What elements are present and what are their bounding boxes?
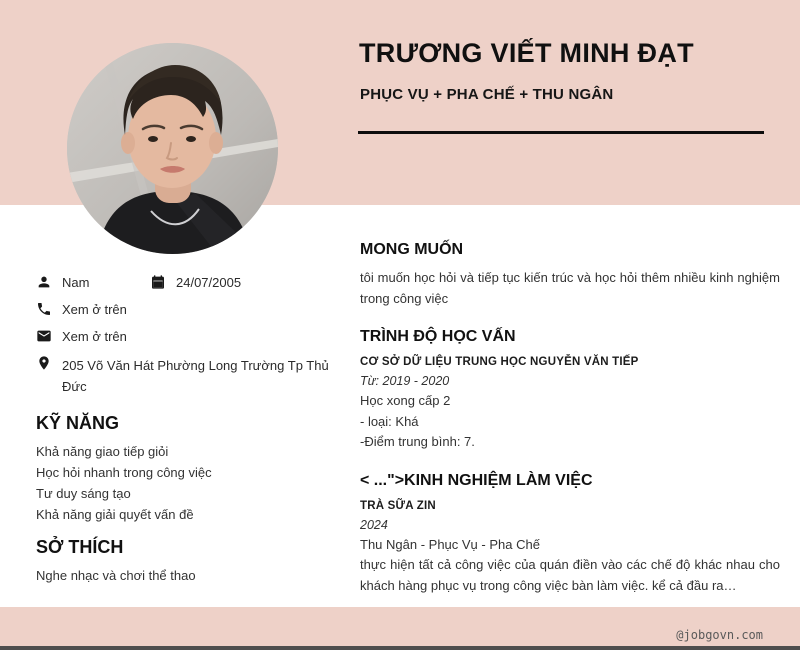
location-icon — [36, 355, 52, 371]
watermark: @jobgovn.com — [676, 628, 763, 642]
skill-item: Tư duy sáng tạo — [36, 486, 131, 501]
bottom-bar — [0, 646, 800, 650]
education-detail: -Điểm trung bình: 7. — [360, 434, 475, 449]
skill-item: Học hỏi nhanh trong công việc — [36, 465, 212, 480]
email-value: Xem ở trên — [62, 329, 127, 344]
education-detail: Học xong cấp 2 — [360, 393, 451, 408]
skill-item: Khả năng giải quyết vấn đề — [36, 507, 194, 522]
gender-value: Nam — [62, 275, 90, 290]
contact-row-gender-birthdate — [36, 274, 348, 291]
experience-section-title: < ...">KINH NGHIỆM LÀM VIỆC — [360, 471, 593, 489]
phone-icon — [36, 301, 52, 317]
page-title: TRƯƠNG VIẾT MINH ĐẠT — [359, 38, 694, 68]
person-icon — [36, 274, 52, 290]
education-school: CƠ SỞ DỮ LIỆU TRUNG HỌC NGUYỄN VĂN TIẾP — [360, 356, 639, 368]
experience-description: thực hiện tất cả công việc của quán điền vào các chế độ khác nhau cho khách hàng phục vụ trong công việc bàn làm việc. kể cả đầu ra… — [360, 557, 780, 593]
objective-text: tôi muốn học hỏi và tiếp tục kiến trúc và học hỏi thêm nhiều kinh nghiệm trong công việc — [360, 270, 780, 306]
hobby-item: Nghe nhạc và chơi thể thao — [36, 568, 196, 583]
education-period: Từ: 2019 - 2020 — [360, 374, 450, 388]
avatar-photo-illustration — [67, 43, 278, 254]
experience-company: TRÀ SỮA ZIN — [360, 499, 436, 512]
calendar-icon — [150, 274, 166, 290]
contact-row-email — [36, 328, 348, 345]
right-column — [360, 240, 780, 596]
address-value: 205 Võ Văn Hát Phường Long Trường Tp Thủ Đức — [62, 358, 329, 394]
avatar — [67, 43, 278, 254]
phone-value: Xem ở trên — [62, 302, 127, 317]
header-divider — [358, 131, 764, 134]
birthdate-value: 24/07/2005 — [176, 275, 242, 290]
skills-section-title: KỸ NĂNG — [36, 413, 120, 433]
objective-section-title: MONG MUỐN — [360, 241, 464, 258]
left-column — [36, 274, 348, 586]
job-title: PHỤC VỤ + PHA CHẾ + THU NGÂN — [360, 86, 614, 103]
contact-row-address — [36, 355, 348, 397]
skill-item: Khả năng giao tiếp giỏi — [36, 444, 169, 459]
email-icon — [36, 328, 52, 344]
footer-strip — [0, 607, 800, 646]
hobbies-section-title: SỞ THÍCH — [36, 537, 124, 557]
contact-row-phone — [36, 301, 348, 318]
education-section-title: TRÌNH ĐỘ HỌC VẤN — [360, 328, 516, 345]
experience-period: 2024 — [360, 517, 388, 532]
experience-role: Thu Ngân - Phục Vụ - Pha Chế — [360, 536, 540, 552]
education-detail: - loại: Khá — [360, 413, 419, 429]
